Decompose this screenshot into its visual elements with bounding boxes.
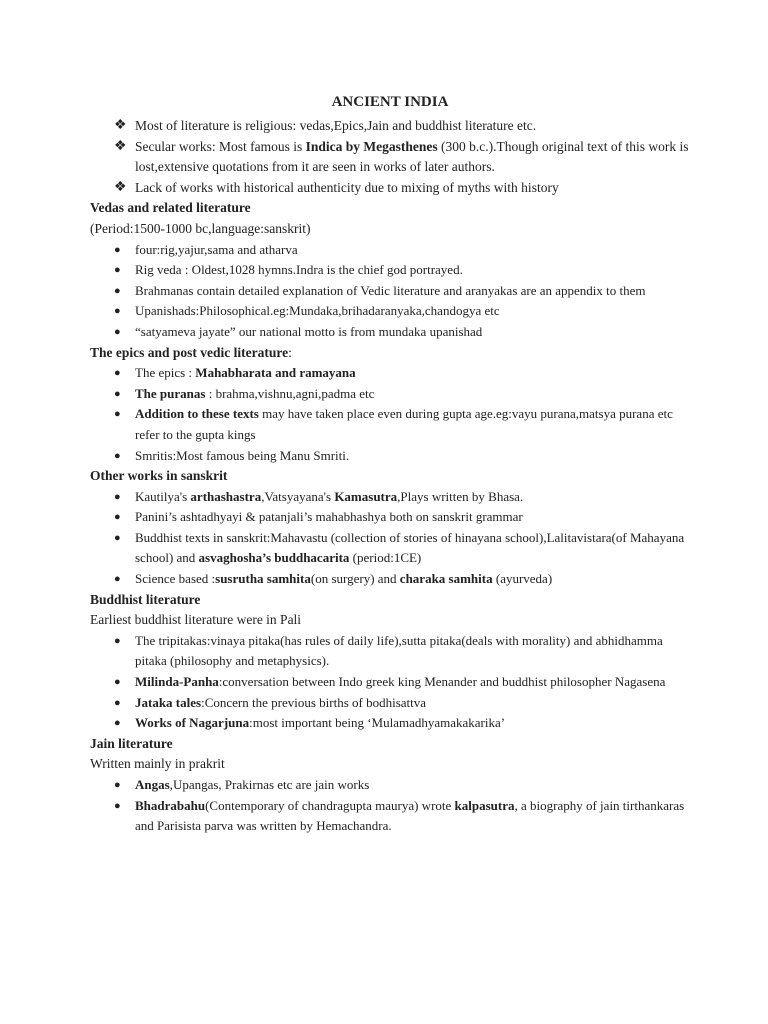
section-heading-suffix: : <box>288 344 292 360</box>
list-item <box>90 322 690 343</box>
text-run: Upanishads:Philosophical.eg:Mundaka,brihadaranyaka,chandogya etc <box>135 303 500 319</box>
text-run: : brahma,vishnu,agni,padma etc <box>205 385 375 401</box>
bullet-icon: ● <box>114 573 121 586</box>
bold-text-run: Milinda-Panha <box>135 674 219 690</box>
bullet-icon: ● <box>114 634 121 647</box>
bullet-icon: ● <box>114 449 121 462</box>
bullet-icon: ● <box>114 325 121 338</box>
section-subtitle: Earliest buddhist literature were in Pali <box>90 612 302 628</box>
text-run: four:rig,yajur,sama and atharva <box>135 241 298 257</box>
text-run: Secular works: Most famous is <box>135 138 306 154</box>
text-run: (Contemporary of chandragupta maurya) wrote <box>205 797 455 813</box>
text-run: Smritis:Most famous being Manu Smriti. <box>135 447 350 463</box>
list-item <box>90 713 690 734</box>
text-run: ,Vatsyayana's <box>261 488 335 504</box>
list-item-text <box>135 715 505 730</box>
text-run: (300 b.c.).Though original text of this work is lost,extensive quotations from it are seen in works of later authors. <box>135 138 689 175</box>
bold-text-run: Works of Nagarjuna <box>135 715 250 731</box>
intro-item <box>90 178 690 199</box>
text-run: (period:1CE) <box>349 550 422 566</box>
section-heading: Vedas and related literature <box>90 200 251 216</box>
intro-item <box>90 137 690 178</box>
bold-text-run: Mahabharata and ramayana <box>195 365 356 381</box>
bold-text-run: susrutha samhita <box>215 571 311 587</box>
list-item-text <box>135 262 463 277</box>
list-item-text <box>135 406 673 442</box>
list-item-text <box>135 509 523 524</box>
list-item-text <box>135 324 482 339</box>
section-list <box>90 363 690 466</box>
list-item <box>90 446 690 467</box>
bullet-icon: ● <box>114 511 121 524</box>
section-heading: Buddhist literature <box>90 591 201 607</box>
bullet-icon: ● <box>114 490 121 503</box>
bullet-icon: ● <box>114 264 121 277</box>
list-item-text <box>135 777 369 792</box>
list-item-text <box>135 695 426 710</box>
bullet-icon: ● <box>114 284 121 297</box>
bullet-icon: ● <box>114 408 121 421</box>
text-run: :most important being ‘Mulamadhyamakakarika’ <box>249 715 506 731</box>
list-item-text <box>135 303 500 318</box>
list-item-text <box>135 571 552 586</box>
section-list <box>90 240 690 343</box>
bold-text-run: Kamasutra <box>334 488 398 504</box>
list-item <box>90 569 690 590</box>
list-item <box>90 672 690 693</box>
list-item-text <box>135 798 684 834</box>
section-list <box>90 631 690 734</box>
section-heading: Jain literature <box>90 735 173 751</box>
section-heading: Other works in sanskrit <box>90 468 228 484</box>
bullet-icon: ● <box>114 696 121 709</box>
list-item <box>90 240 690 261</box>
list-item-text <box>135 386 374 401</box>
bullet-icon: ● <box>114 717 121 730</box>
text-run: Panini’s ashtadhyayi & patanjali’s mahabhashya both on sanskrit grammar <box>135 509 523 525</box>
bullet-icon: ● <box>114 367 121 380</box>
text-run: :conversation between Indo greek king Menander and buddhist philosopher Nagasena <box>218 674 666 690</box>
diamond-bullet-icon: ❖ <box>114 138 127 154</box>
bold-text-run: Bhadrabahu <box>135 797 206 813</box>
text-run: Brahmanas contain detailed explanation of Vedic literature and aranyakas are an appendix to them <box>135 282 646 298</box>
bold-text-run: The puranas <box>135 385 206 401</box>
text-run: Rig veda : Oldest,1028 hymns.Indra is the chief god portrayed. <box>135 262 463 278</box>
list-item <box>90 487 690 508</box>
text-run: (on surgery) and <box>310 571 400 587</box>
text-run: “satyameva jayate” our national motto is from mundaka upanishad <box>135 323 483 339</box>
diamond-bullet-icon: ❖ <box>114 179 127 195</box>
list-item-text <box>135 283 646 298</box>
intro-item-text <box>135 139 688 175</box>
bullet-icon: ● <box>114 243 121 256</box>
bold-text-run: charaka samhita <box>399 571 493 587</box>
bold-text-run: Addition to these texts <box>135 406 259 422</box>
section-heading-text: The epics and post vedic literature <box>90 344 289 360</box>
list-item <box>90 693 690 714</box>
list-item-text <box>135 489 523 504</box>
text-run: The epics : <box>135 365 196 381</box>
bullet-icon: ● <box>114 531 121 544</box>
text-run: Buddhist texts in sanskrit:Mahavastu (collection of stories of hinayana school),Lalitavistara(of Mahayana school) and <box>135 529 685 566</box>
text-run: Science based : <box>135 571 216 587</box>
bold-text-run: arthashastra <box>190 488 262 504</box>
intro-item-text <box>135 180 559 195</box>
document-page <box>90 92 690 837</box>
text-run: ,Plays written by Bhasa. <box>397 488 524 504</box>
text-run: ,Upangas, Prakirnas etc are jain works <box>169 777 370 792</box>
list-item <box>90 301 690 322</box>
section-list <box>90 775 690 837</box>
list-item <box>90 260 690 281</box>
bold-text-run: asvaghosha’s buddhacarita <box>198 550 350 566</box>
section-list <box>90 487 690 590</box>
list-item <box>90 507 690 528</box>
text-run: Kautilya's <box>135 488 191 504</box>
bullet-icon: ● <box>114 387 121 400</box>
section-subtitle: (Period:1500-1000 bc,language:sanskrit) <box>90 220 311 236</box>
list-item-text <box>135 674 665 689</box>
text-run: The tripitakas:vinaya pitaka(has rules of daily life),sutta pitaka(deals with morality) and abhidhamma pitaka (philosophy and metaphysics). <box>135 632 663 669</box>
text-run: , a biography of jain tirthankaras and Parisista parva was written by Hemachandra. <box>135 797 685 834</box>
list-item <box>90 281 690 302</box>
text-run: Most of literature is religious: vedas,Epics,Jain and buddhist literature etc. <box>135 118 537 133</box>
list-item <box>90 528 690 569</box>
list-item-text <box>135 448 349 463</box>
text-run: (ayurveda) <box>492 571 553 587</box>
intro-list <box>90 116 690 198</box>
text-run: Lack of works with historical authenticity due to mixing of myths with history <box>135 179 559 195</box>
bullet-icon: ● <box>114 799 121 812</box>
list-item <box>90 363 690 384</box>
bullet-icon: ● <box>114 305 121 318</box>
intro-item-text <box>135 118 536 133</box>
text-run: :Concern the previous births of bodhisattva <box>201 694 427 710</box>
bullet-icon: ● <box>114 676 121 689</box>
diamond-bullet-icon: ❖ <box>114 118 127 133</box>
section-heading <box>90 343 690 364</box>
bullet-icon: ● <box>114 779 121 791</box>
list-item <box>90 775 690 796</box>
intro-item <box>90 116 690 137</box>
list-item <box>90 384 690 405</box>
bold-text-run: Jataka tales <box>135 694 202 710</box>
bold-text-run: kalpasutra <box>454 797 515 813</box>
page-title: ANCIENT INDIA <box>331 94 449 110</box>
list-item-text <box>135 242 298 257</box>
bold-text-run: Angas <box>135 777 170 792</box>
list-item <box>90 631 690 672</box>
list-item-text <box>135 365 356 380</box>
bold-text-run: Indica by Megasthenes <box>305 138 438 154</box>
list-item <box>90 796 690 837</box>
list-item-text <box>135 530 684 566</box>
list-item <box>90 404 690 445</box>
list-item-text <box>135 633 663 669</box>
section-subtitle: Written mainly in prakrit <box>90 756 225 772</box>
text-run: may have taken place even during gupta age.eg:vayu purana,matsya purana etc refer to the gupta kings <box>135 406 673 442</box>
